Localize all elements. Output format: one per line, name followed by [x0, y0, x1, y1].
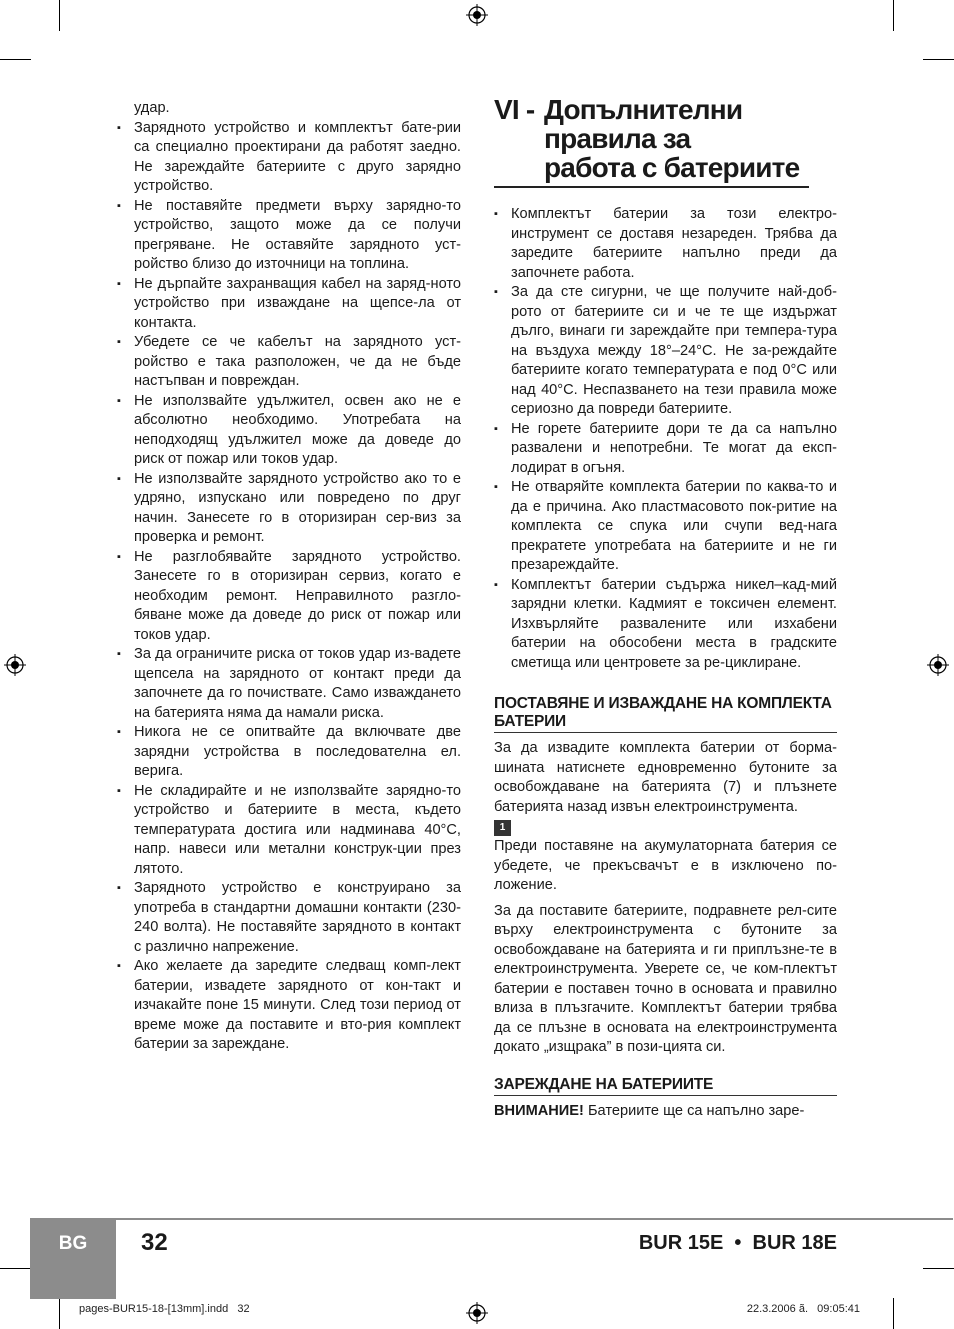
list-item: ▪ За да сте сигурни, че ще получите най-доб-рото от батериите си и че те ще издържат дълго, винаги ги зареждайте при темпера-тура на въздуха между 18°–24°C. Не за-реждайте батериите когато температурата е под 0°C или над 40°C. Неспазването на тези правила може сериозно да повреди батериите. — [494, 283, 837, 420]
warning-text: Батериите ще са напълно заре- — [583, 1102, 805, 1119]
registration-mark-icon — [4, 654, 26, 676]
section-title-line: Допълнителни — [544, 94, 743, 125]
registration-mark-icon — [466, 1302, 488, 1324]
crop-mark — [0, 59, 31, 60]
list-item: ▪ Не използвайте удължител, освен ако не е абсолютно необходимо. Употребата на неподходящ удължител може да доведе до риск от пожар или токов удар. — [117, 392, 461, 470]
list-item: ▪ Зарядното устройство и комплектът бате-рии са специално проектирани да работят заедно. Не зареждайте батериите с друго зарядно устройство. — [117, 119, 461, 197]
section-title — [494, 95, 809, 188]
section-number: VI - — [494, 94, 535, 125]
crop-mark — [0, 1268, 31, 1269]
paragraph: За да извадите комплекта батерии от борма-шината натиснете едновременно бутоните за освобождаване на батерията (7) и плъзнете батерията назад извън електроинструмента. — [494, 740, 837, 815]
list-item: ▪ Не горете батериите дори те да са напълно развалени и непотребни. Те могат да експ-лодират в огъня. — [494, 420, 837, 479]
list-item: ▪ Убедете се че кабелът на зарядното уст-ройство е така разположен, че да не бъде настъпван и повреждан. — [117, 333, 461, 392]
footer-band — [30, 1218, 116, 1299]
right-column — [494, 205, 837, 1121]
slug-date: 22.3.2006 ã. 09:05:41 — [746, 1303, 860, 1315]
registration-mark-icon — [927, 654, 949, 676]
subheading-insert-remove: ПОСТАВЯНЕ И ИЗВАЖДАНЕ НА КОМПЛЕКТА БАТЕРИИ — [494, 695, 837, 733]
list-item: ▪ Комплектът батерии съдържа никел–кад-мий зарядни клетки. Кадмият е токсичен елемент. Изхвърляйте развалените или изхабени батерии на обособени места в градските сметища или центровете за ре-циклиране. — [494, 576, 837, 674]
crop-mark — [893, 1298, 894, 1329]
list-item: ▪ Не складирайте и не използвайте зарядно-то устройство и батериите в места, където температурата достига или надминава 40°C, напр. навеси или метални конструк-ции през лятото. — [117, 782, 461, 880]
crop-mark — [923, 59, 954, 60]
left-column — [117, 99, 461, 1055]
list-item: ▪ Не използвайте зарядното устройство ако то е удряно, изпускано или повредено по друг начин. Занесете го в оторизиран сер-виз за проверка и ремонт. — [117, 470, 461, 548]
footer-rule — [116, 1218, 953, 1220]
figure-reference-badge: 1 — [494, 820, 511, 836]
list-item: ▪ Не поставяйте предмети върху зарядно-то устройство, защото може да се получи прегряване. Не оставяйте зарядното уст-ройство близо до източници на топлина. — [117, 197, 461, 275]
subheading-charging: ЗАРЕЖДАНЕ НА БАТЕРИИТЕ — [494, 1076, 837, 1096]
crop-mark — [59, 0, 60, 31]
crop-mark — [893, 0, 894, 31]
section-title-line: правила за — [544, 123, 691, 154]
safety-list — [117, 119, 461, 1055]
crop-mark — [923, 1268, 954, 1269]
crop-mark — [59, 1298, 60, 1329]
battery-rules-list — [494, 205, 837, 673]
paragraph: За да поставите батериите, подравнете рел-сите върху електроинструмента с бутоните за освобождаване на батерията и ги приплъзне-те в електроинструмента. Уверете се, че ком-плектът батерии е поставен точно в основата и правилно влиза в плъзгачите. Комплектът батерии трябва да се плъзне в основата на електроинструмента докато „изщрака” в пози-цията си. — [494, 902, 837, 1055]
list-item: ▪ Никога не се опитвайте да включвате две зарядни устройства в последователна ел. верига. — [117, 723, 461, 782]
list-item: ▪ Ако желаете да заредите следващ комп-лект батерии, извадете зарядното от кон-такт и изчакайте поне 15 минути. След този период от време може да поставите и вто-рия комплект батерии за зареждане. — [117, 957, 461, 1055]
section-title-line: работа с батериите — [544, 152, 800, 183]
page-number: 32 — [141, 1229, 168, 1256]
paragraph: Преди поставяне на акумулаторната батерия се убедете, че прекъсвачът е в изключено по-ложение. — [494, 838, 837, 893]
continuation-text: удар. — [134, 100, 170, 116]
list-item: ▪ Не дърпайте захранващия кабел на заряд-ното устройство при изваждане на щепсе-ла от контакта. — [117, 275, 461, 334]
model-name: BUR 15E • BUR 18E — [638, 1232, 837, 1254]
warning-paragraph — [494, 1102, 837, 1122]
list-item: ▪ Не отваряйте комплекта батерии по каква-то и да е причина. Ако пластмасовото пок-ритие на комплекта се спука или счупи вед-нага прекратете употребата на батериите и не ги презареждайте. — [494, 478, 837, 576]
list-item: ▪ Не разглобявайте зарядното устройство. Занесете го в оторизиран сервиз, когато е необходим ремонт. Неправилното разгло-бяване може да доведе до риск от пожар или токов удар. — [117, 548, 461, 646]
language-label: BG — [58, 1233, 88, 1254]
registration-mark-icon — [466, 4, 488, 26]
list-item: ▪ За да ограничите риска от токов удар из-вадете щепсела на зарядното от контакт преди да започнете да го почиствате. Само изваждането на батерията няма да намали риска. — [117, 645, 461, 723]
slug-file: pages-BUR15-18-[13mm].indd 32 — [79, 1303, 250, 1315]
warning-label: ВНИМАНИЕ! — [494, 1102, 584, 1119]
list-item: ▪ Зарядното устройство е конструирано за употреба в стандартни домашни контакти (230-240 волта). Не поставяйте зарядното в контакт с различно напрежение. — [117, 879, 461, 957]
list-item: ▪ Комплектът батерии за този електро-инструмент се доставя незареден. Трябва да заредите батериите напълно преди да започнете работа. — [494, 205, 837, 283]
